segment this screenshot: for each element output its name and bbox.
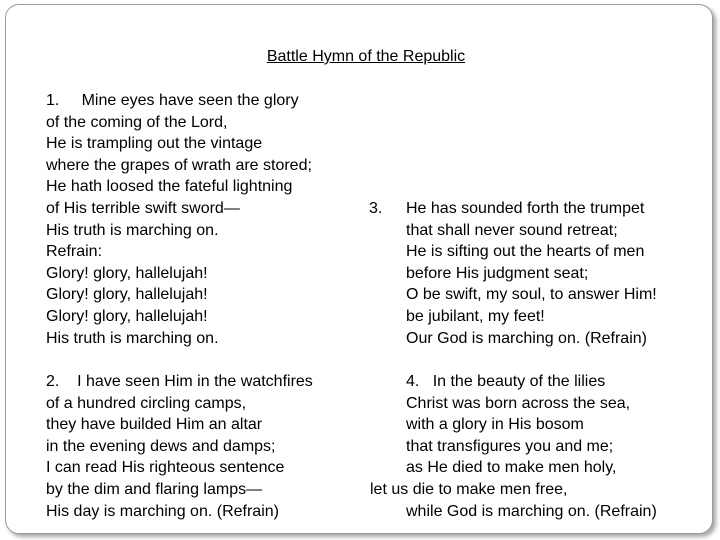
stanza-2-line-7: His day is marching on. (Refrain) bbox=[46, 502, 279, 520]
stanza-1-line-5: He hath loosed the fateful lightning bbox=[46, 178, 293, 196]
stanza-1-line-2: of the coming of the Lord, bbox=[46, 113, 228, 131]
stanza-4-line-2: Christ was born across the sea, bbox=[406, 394, 631, 412]
page-title: Battle Hymn of the Republic bbox=[266, 48, 466, 65]
refrain-line-1: Glory! glory, hallelujah! bbox=[46, 264, 208, 282]
stanza-2-line-1 bbox=[46, 371, 313, 393]
refrain-line-4: His truth is marching on. bbox=[46, 329, 219, 347]
stanza-3-line-7: Our God is marching on. (Refrain) bbox=[406, 329, 647, 347]
stanza-1-line-1-text: Mine eyes have seen the glory bbox=[81, 92, 299, 109]
refrain-label: Refrain: bbox=[46, 243, 103, 261]
stanza-2-line-4: in the evening dews and damps; bbox=[46, 437, 276, 455]
stanza-4 bbox=[370, 371, 657, 522]
stanza-1-number: 1. bbox=[46, 92, 60, 109]
stanza-4-line-7: while God is marching on. (Refrain) bbox=[406, 502, 657, 520]
stanza-1-line-6: of His terrible swift sword— bbox=[46, 199, 240, 217]
stanza-3-line-1: He has sounded forth the trumpet bbox=[406, 200, 645, 217]
stanza-4-line-5: as He died to make men holy, bbox=[406, 459, 617, 477]
stanza-4-number: 4. bbox=[406, 373, 420, 390]
stanza-3-line-4: before His judgment seat; bbox=[406, 264, 589, 282]
refrain-line-2: Glory! glory, hallelujah! bbox=[46, 286, 208, 304]
stanza-4-line-1 bbox=[406, 371, 657, 393]
stanza-4-line-3: with a glory in His bosom bbox=[406, 416, 584, 434]
stanza-2-line-3: they have builded Him an altar bbox=[46, 416, 263, 434]
stanza-1-line-3: He is trampling out the vintage bbox=[46, 135, 263, 153]
stanza-1-line-7: His truth is marching on. bbox=[46, 221, 219, 239]
stanza-2-line-2: of a hundred circling camps, bbox=[46, 394, 247, 412]
stanza-3-line-2: that shall never sound retreat; bbox=[406, 221, 618, 239]
stanza-1 bbox=[46, 90, 312, 349]
stanza-1-line-4: where the grapes of wrath are stored; bbox=[46, 156, 312, 174]
stanza-2-line-6: by the dim and flaring lamps— bbox=[46, 480, 263, 498]
stanza-1-line-1 bbox=[46, 90, 312, 112]
stanza-4-line-6: let us die to make men free, bbox=[370, 480, 568, 498]
refrain-line-3: Glory! glory, hallelujah! bbox=[46, 307, 208, 325]
stanza-2 bbox=[46, 371, 313, 522]
stanza-3-number: 3. bbox=[369, 200, 383, 217]
stanza-3-line-3: He is sifting out the hearts of men bbox=[406, 243, 645, 261]
stanza-4-line-4: that transfigures you and me; bbox=[406, 437, 614, 455]
stanza-3-line-6: be jubilant, my feet! bbox=[406, 307, 545, 325]
stanza-3-line-5: O be swift, my soul, to answer Him! bbox=[406, 286, 657, 304]
stanza-3 bbox=[406, 198, 657, 349]
stanza-2-line-1-text: I have seen Him in the watchfires bbox=[77, 373, 313, 390]
stanza-2-number: 2. bbox=[46, 373, 60, 390]
stanza-4-line-1-text: In the beauty of the lilies bbox=[432, 373, 606, 390]
stanza-2-line-5: I can read His righteous sentence bbox=[46, 459, 285, 477]
